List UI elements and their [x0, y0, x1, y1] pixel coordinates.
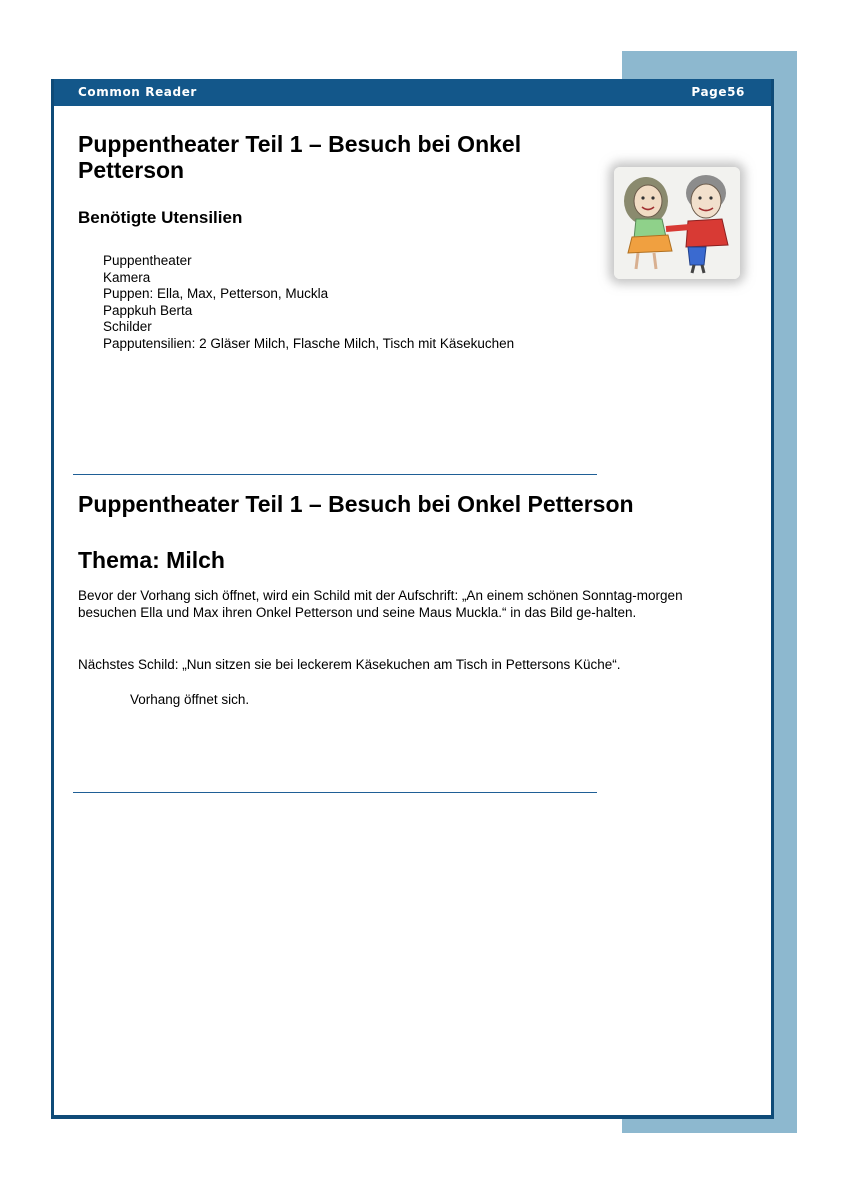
- section1-title: Puppentheater Teil 1 – Besuch bei Onkel Petterson: [78, 131, 522, 183]
- list-item: Puppen: Ella, Max, Petterson, Muckla: [103, 286, 329, 301]
- header-page-number: Page56: [691, 85, 745, 99]
- header-publication-name: Common Reader: [78, 85, 197, 99]
- puppets-drawing-illustration: [614, 167, 740, 279]
- utensils-heading: Benötigte Utensilien: [78, 208, 243, 227]
- section-divider-top: [73, 474, 597, 475]
- list-item: Schilder: [103, 319, 152, 334]
- utensils-list: [103, 253, 514, 352]
- stage-direction: Vorhang öffnet sich.: [130, 692, 250, 707]
- section-divider-bottom: [73, 792, 597, 793]
- intro-paragraph: Bevor der Vorhang sich öffnet, wird ein Schild mit der Aufschrift: „An einem schönen Sonntag-morgen besuchen Ella und Max ihren Onkel Petterson und seine Maus Muckla.“ in das Bild ge-halten.: [78, 588, 683, 620]
- list-item: Kamera: [103, 269, 151, 285]
- header-bar: [54, 79, 771, 106]
- topic-heading: Thema: Milch: [78, 547, 225, 573]
- next-sign-paragraph: Nächstes Schild: „Nun sitzen sie bei leckerem Käsekuchen am Tisch in Pettersons Küche“.: [78, 657, 621, 672]
- list-item: Papputensilien: 2 Gläser Milch, Flasche Milch, Tisch mit Käsekuchen: [103, 335, 515, 351]
- section2-title: Puppentheater Teil 1 – Besuch bei Onkel Petterson: [78, 491, 634, 517]
- list-item: Puppentheater: [103, 253, 192, 268]
- list-item: Pappkuh Berta: [103, 302, 193, 318]
- puppets-drawing-image: [614, 167, 740, 279]
